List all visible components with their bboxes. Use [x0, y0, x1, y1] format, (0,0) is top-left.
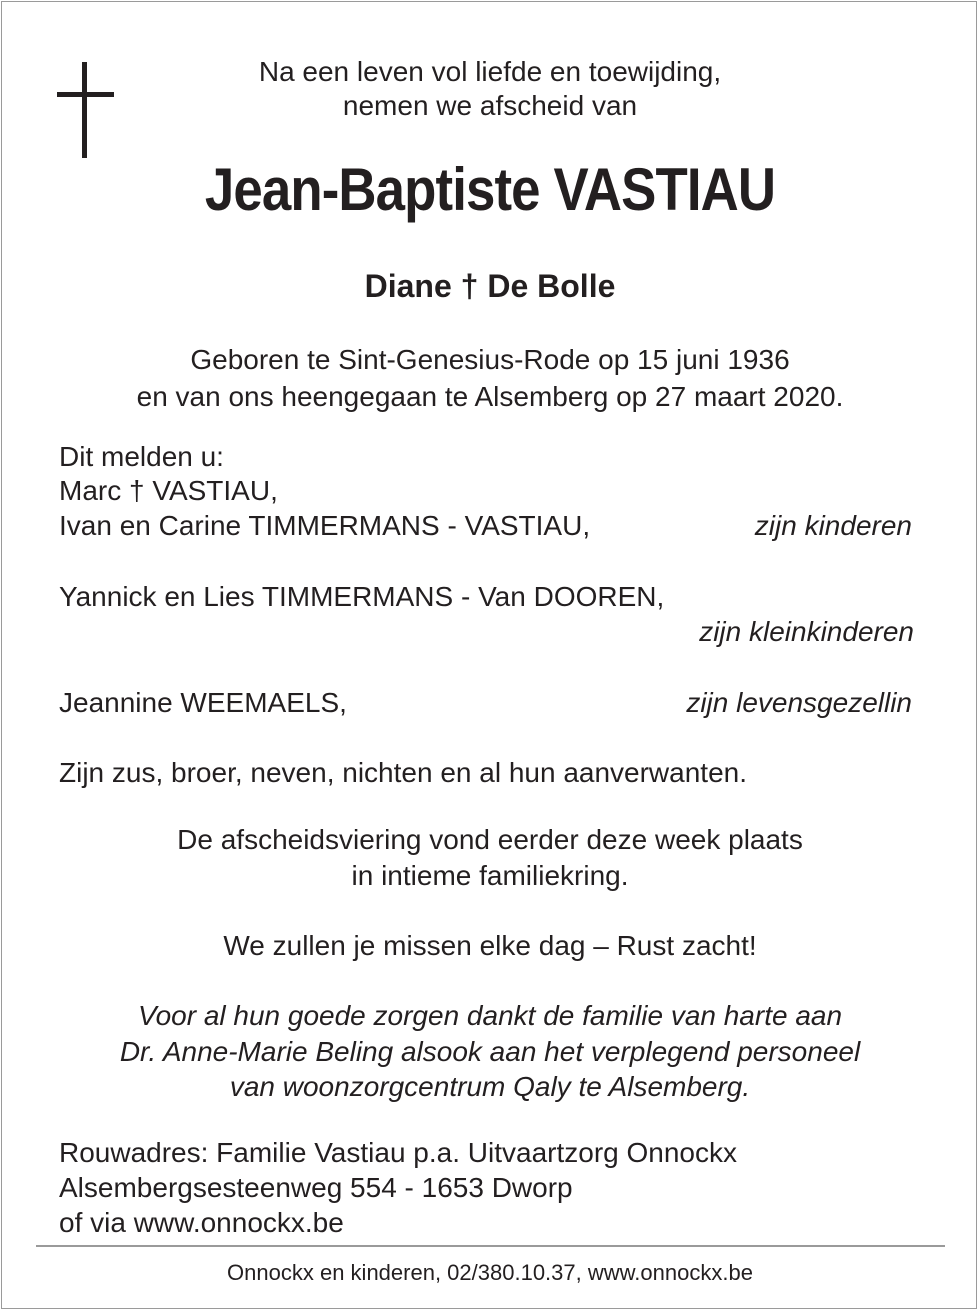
thanks-line-1: Voor al hun goede zorgen dankt de familie van harte aan	[137, 1000, 843, 1031]
child-1: Marc † VASTIAU,	[59, 475, 278, 506]
address-line-2: Alsembergsesteenweg 554 - 1653 Dworp	[59, 1172, 573, 1203]
birth-line: Geboren te Sint-Genesius-Rode op 15 juni 1936	[190, 344, 790, 375]
farewell-line: We zullen je missen elke dag – Rust zacht!	[223, 930, 757, 961]
partner: Jeannine WEEMAELS,	[59, 687, 347, 718]
deceased-name: Jean-Baptiste VASTIAU	[204, 156, 776, 223]
child-2: Ivan en Carine TIMMERMANS - VASTIAU,	[59, 510, 591, 541]
thanks-line-2: Dr. Anne-Marie Beling alsook aan het verplegend personeel	[119, 1036, 861, 1067]
footer-text: Onnockx en kinderen, 02/380.10.37, www.onnockx.be	[227, 1260, 753, 1285]
ceremony-line-2: in intieme familiekring.	[351, 860, 629, 891]
footer-divider	[36, 1245, 945, 1247]
ceremony-line-1: De afscheidsviering vond eerder deze week plaats	[177, 824, 803, 855]
spouse-name: Diane † De Bolle	[364, 268, 616, 304]
grandchildren-role: zijn kleinkinderen	[699, 616, 914, 647]
address-line-3: of via www.onnockx.be	[59, 1207, 344, 1238]
children-role: zijn kinderen	[754, 510, 912, 541]
address-line-1: Rouwadres: Familie Vastiau p.a. Uitvaartzorg Onnockx	[59, 1137, 737, 1168]
relatives: Zijn zus, broer, neven, nichten en al hun aanverwanten.	[59, 757, 747, 788]
intro-line-2: nemen we afscheid van	[342, 90, 638, 121]
announcers-intro: Dit melden u:	[59, 441, 224, 472]
partner-role: zijn levensgezellin	[686, 687, 912, 718]
intro-line-1: Na een leven vol liefde en toewijding,	[258, 56, 722, 87]
death-line: en van ons heengegaan te Alsemberg op 27 maart 2020.	[136, 381, 844, 412]
thanks-line-3: van woonzorgcentrum Qaly te Alsemberg.	[229, 1071, 751, 1102]
grandchildren: Yannick en Lies TIMMERMANS - Van DOOREN,	[59, 581, 665, 612]
